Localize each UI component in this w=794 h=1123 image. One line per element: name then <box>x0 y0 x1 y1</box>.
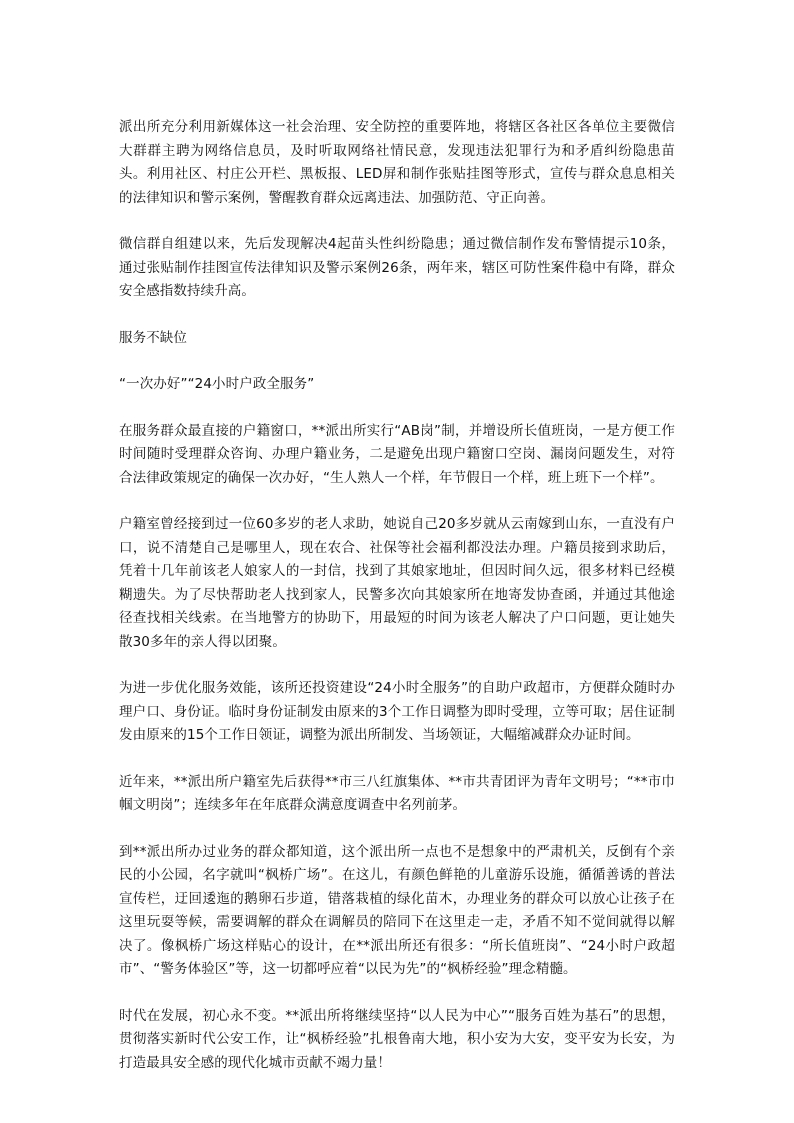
paragraph-wechat-results: 微信群自组建以来，先后发现解决4起苗头性纠纷隐患；通过微信制作发布警情提示10条，通过张贴制作挂图宣传法律知识及警示案例26条，两年来，辖区可防性案件稳中有降，群众安全感指数持续升高。 <box>119 236 675 299</box>
paragraph-conclusion: 时代在发展，初心永不变。**派出所将继续坚持“以人民为中心”“服务百姓为基石”的思想，贯彻落实新时代公安工作，让“枫桥经验”扎根鲁南大地，积小安为大安，变平安为长安，为打造最具安全感的现代化城市贡献不竭力量！ <box>119 1007 675 1071</box>
paragraph-fengqiao-square: 到**派出所办过业务的群众都知道，这个派出所一点也不是想象中的严肃机关，反倒有个亲民的小公园，名字就叫“枫桥广场”。在这儿，有颜色鲜艳的儿童游乐设施，循循善诱的普法宣传栏，迂回逶迤的鹅卵石步道，错落栽植的绿化苗木，办理业务的群众可以放心让孩子在这里玩耍等候，需要调解的群众在调解员的陪同下在这里走一走，矛盾不知不觉间就得以解决了。像枫桥广场这样贴心的设计，在**派出所还有很多：“所长值班岗”、“24小时户政超市”、“警务体验区”等，这一切都呼应着“以民为先”的“枫桥经验”理念精髓。 <box>119 843 675 977</box>
subheading-one-time-service: “一次办好”“24小时户政全服务” <box>119 376 315 392</box>
paragraph-elderly-case: 户籍室曾经接到过一位60多岁的老人求助，她说自己20多岁就从云南嫁到山东，一直没有户口，说不清楚自己是哪里人，现在农合、社保等社会福利都没法办理。户籍员接到求助后，凭着十几年前该老人娘家人的一封信，找到了其娘家地址，但因时间久远，很多材料已经模糊遗失。为了尽快帮助老人找到家人，民警多次向其娘家所在地寄发协查函，并通过其他途径查找相关线索。在当地警方的协助下，用最短的时间为该老人解决了户口问题，更让她失散30多年的亲人得以团聚。 <box>119 516 675 650</box>
paragraph-honors: 近年来，**派出所户籍室先后获得**市三八红旗集体、**市共青团评为青年文明号；“**市巾帼文明岗”；连续多年在年底群众满意度调查中名列前茅。 <box>119 773 675 813</box>
paragraph-wechat-network: 派出所充分利用新媒体这一社会治理、安全防控的重要阵地，将辖区各社区各单位主要微信大群群主聘为网络信息员，及时听取网络社情民意，发现违法犯罪行为和矛盾纠纷隐患苗头。利用社区、村庄公开栏、黑板报、LED屏和制作张贴挂图等形式，宣传与群众息息相关的法律知识和警示案例，警醒教育群众远离违法、加强防范、守正向善。 <box>119 119 675 206</box>
paragraph-household-window: 在服务群众最直接的户籍窗口，**派出所实行“AB岗”制，并增设所长值班岗，一是方便工作时间随时受理群众咨询、办理户籍业务，二是避免出现户籍窗口空岗、漏岗问题发生，对符合法律政策规定的确保一次办好，“生人熟人一个样，年节假日一个样，班上班下一个样”。 <box>119 422 675 486</box>
section-heading-service: 服务不缺位 <box>119 329 187 346</box>
paragraph-self-service: 为进一步优化服务效能，该所还投资建设“24小时全服务”的自助户政超市，方便群众随时办理户口、身份证。临时身份证制发由原来的3个工作日调整为即时受理，立等可取；居住证制发由原来的15个工作日领证，调整为派出所制发、当场领证，大幅缩减群众办证时间。 <box>119 680 675 743</box>
document-body <box>119 116 675 1098</box>
